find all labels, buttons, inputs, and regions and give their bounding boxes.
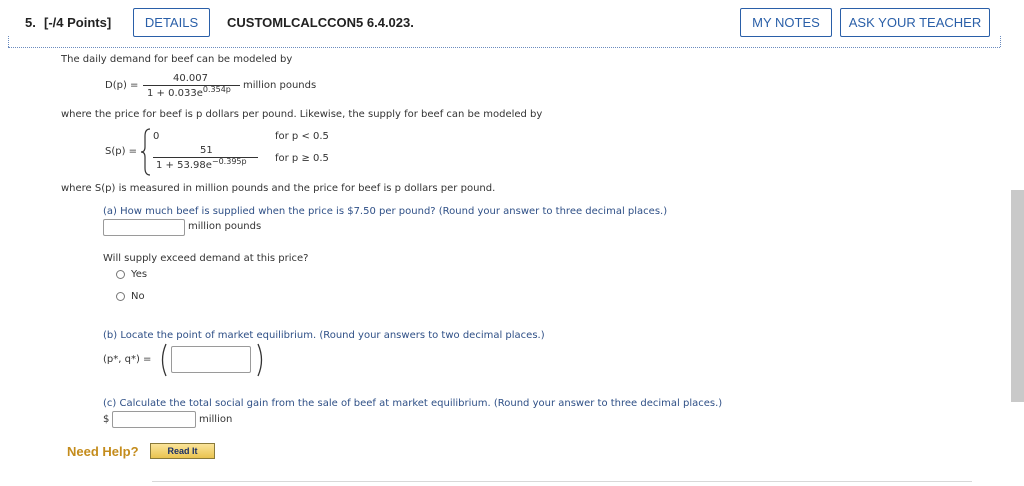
assignment-code: CUSTOMLCALCCON5 6.4.023.	[227, 15, 414, 30]
supply-case2-numerator: 51	[200, 145, 213, 156]
part-b-question: (b) Locate the point of market equilibrium. (Round your answers to two decimal places.)	[103, 330, 545, 341]
demand-denominator: $1 + 0.033e^{0.354p}$	[147, 85, 231, 99]
problem-intro: The daily demand for beef can be modeled by	[61, 54, 293, 65]
exceed-question: Will supply exceed demand at this price?	[103, 253, 309, 264]
part-c-units: million	[199, 414, 233, 425]
demand-units: million pounds	[243, 80, 317, 91]
supply-case1-condition: for p < 0.5	[275, 131, 329, 142]
supply-case2-condition: for p ≥ 0.5	[275, 153, 329, 164]
demand-numerator: 40.007	[173, 73, 208, 84]
no-label: No	[131, 291, 145, 302]
left-border	[8, 36, 9, 47]
details-button[interactable]: DETAILS	[133, 8, 210, 37]
part-a-question: (a) How much beef is supplied when the price is $7.50 per pound? (Round your answer to three decimal places.)	[103, 206, 668, 217]
demand-lhs: D(p) =	[105, 80, 139, 91]
scrollbar-thumb[interactable]	[1011, 190, 1024, 402]
points-label: [-/4 Points]	[44, 15, 112, 30]
currency-symbol: $	[103, 414, 110, 425]
my-notes-button[interactable]: MY NOTES	[740, 8, 832, 37]
right-border	[1000, 36, 1001, 47]
question-number: 5.	[25, 15, 36, 30]
part-b-lhs: (p*, q*) =	[103, 354, 152, 365]
price-sentence: where the price for beef is p dollars per pound. Likewise, the supply for beef can be modeled by	[61, 109, 543, 120]
header-divider	[8, 47, 1000, 48]
no-radio[interactable]	[116, 292, 125, 301]
bottom-divider	[152, 481, 972, 482]
yes-radio[interactable]	[116, 270, 125, 279]
supply-case2-denominator: $1 + 53.98e^{-0.395p}$	[156, 157, 247, 171]
yes-label: Yes	[131, 269, 148, 280]
supply-lhs: S(p) =	[105, 146, 138, 157]
ask-teacher-button[interactable]: ASK YOUR TEACHER	[840, 8, 990, 37]
need-help-label: Need Help?	[67, 444, 139, 459]
part-a-units: million pounds	[188, 221, 262, 232]
part-c-question: (c) Calculate the total social gain from the sale of beef at market equilibrium. (Round your answer to three decimal places.)	[103, 398, 723, 409]
measured-sentence: where S(p) is measured in million pounds and the price for beef is p dollars per pound.	[61, 183, 496, 194]
read-it-button[interactable]: Read It	[150, 443, 215, 459]
left-paren	[158, 343, 168, 377]
part-b-answer-input[interactable]	[171, 346, 251, 373]
right-paren	[256, 343, 266, 377]
supply-case1-value: 0	[153, 131, 160, 142]
part-a-answer-input[interactable]	[103, 219, 185, 236]
supply-brace	[140, 128, 152, 176]
part-c-answer-input[interactable]	[112, 411, 196, 428]
